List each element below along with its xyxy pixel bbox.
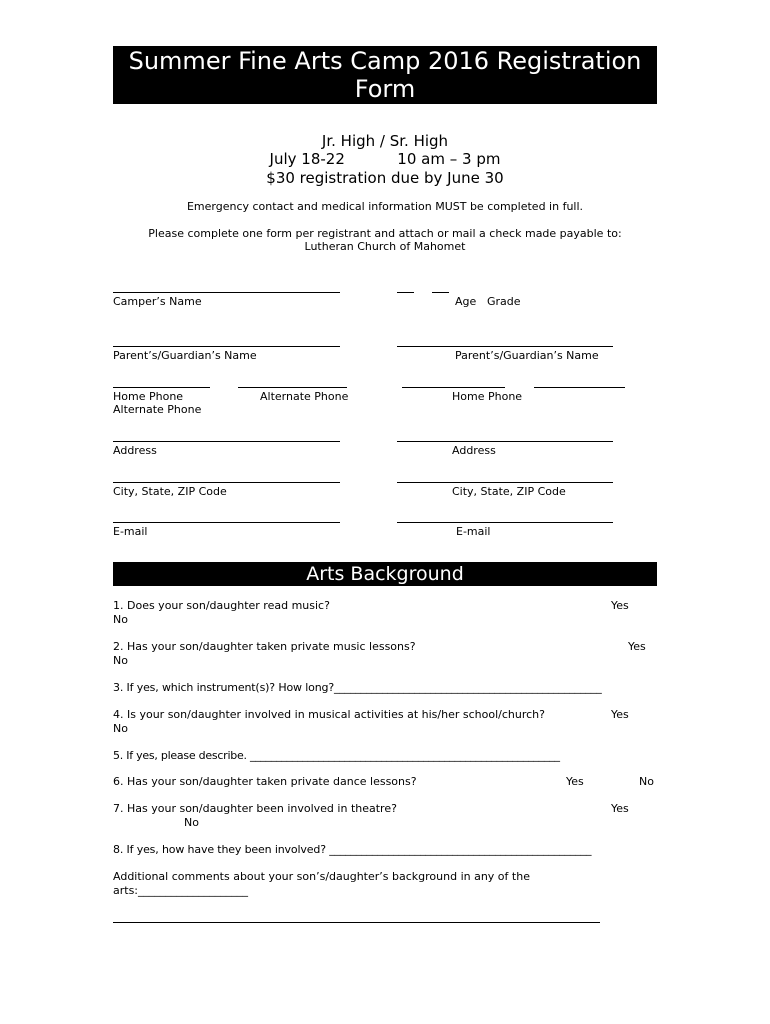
- city-2-line[interactable]: [397, 482, 613, 483]
- grade-level: Jr. High / Sr. High: [321, 132, 449, 150]
- question-8[interactable]: 8. If yes, how have they been involved? _________________________________________________: [113, 843, 592, 856]
- question-6: 6. Has your son/daughter taken private dance lessons?: [113, 775, 417, 788]
- home-phone-1-label: Home Phone: [113, 390, 184, 403]
- q4-yes-option[interactable]: Yes: [611, 708, 629, 721]
- address-2-line[interactable]: [397, 441, 613, 442]
- registration-fee: $30 registration due by June 30: [266, 169, 504, 187]
- alternate-phone-1-label: Alternate Phone: [260, 390, 349, 403]
- grade-line[interactable]: [432, 292, 449, 293]
- arts-background-heading: Arts Background: [113, 562, 657, 586]
- question-4: 4. Is your son/daughter involved in musical activities at his/her school/church?: [113, 708, 545, 721]
- grade-label: Grade: [487, 295, 521, 308]
- address-2-label: Address: [452, 444, 496, 457]
- city-1-label: City, State, ZIP Code: [113, 485, 227, 498]
- q7-yes-option[interactable]: Yes: [611, 802, 629, 815]
- instruction-text: Please complete one form per registrant and attach or mail a check made payable to:: [148, 227, 622, 240]
- address-1-line[interactable]: [113, 441, 340, 442]
- alternate-phone-2-line[interactable]: [534, 387, 625, 388]
- q1-yes-option[interactable]: Yes: [611, 599, 629, 612]
- home-phone-2-label: Home Phone: [452, 390, 523, 403]
- payee-name: Lutheran Church of Mahomet: [304, 240, 466, 253]
- emergency-notice: Emergency contact and medical information MUST be completed in full.: [186, 200, 584, 213]
- form-title: Summer Fine Arts Camp 2016 Registration Form: [113, 46, 657, 104]
- email-2-line[interactable]: [397, 522, 613, 523]
- question-3[interactable]: 3. If yes, which instrument(s)? How long?__________________________________________________: [113, 681, 602, 694]
- comments-prompt: Additional comments about your son’s/daughter’s background in any of the: [113, 870, 530, 883]
- comments-line[interactable]: [113, 922, 600, 923]
- comments-field[interactable]: arts:____________________: [113, 884, 249, 897]
- q4-no-option[interactable]: No: [113, 722, 128, 735]
- email-2-label: E-mail: [456, 525, 491, 538]
- q6-yes-option[interactable]: Yes: [566, 775, 584, 788]
- q2-no-option[interactable]: No: [113, 654, 128, 667]
- question-7: 7. Has your son/daughter been involved in theatre?: [113, 802, 397, 815]
- campers-name-label: Camper’s Name: [113, 295, 202, 308]
- question-2: 2. Has your son/daughter taken private music lessons?: [113, 640, 416, 653]
- question-5[interactable]: 5. If yes, please describe. ___________________________________________________________: [113, 749, 560, 762]
- question-1: 1. Does your son/daughter read music?: [113, 599, 330, 612]
- q7-no-option[interactable]: No: [184, 816, 199, 829]
- age-label: Age: [455, 295, 477, 308]
- q1-no-option[interactable]: No: [113, 613, 128, 626]
- guardian-name-2-label: Parent’s/Guardian’s Name: [455, 349, 599, 362]
- age-line[interactable]: [397, 292, 414, 293]
- city-1-line[interactable]: [113, 482, 340, 483]
- camp-dates-times: July 18-22 10 am – 3 pm: [269, 150, 501, 168]
- email-1-label: E-mail: [113, 525, 148, 538]
- guardian-name-1-label: Parent’s/Guardian’s Name: [113, 349, 257, 362]
- guardian-name-1-line[interactable]: [113, 346, 340, 347]
- campers-name-line[interactable]: [113, 292, 340, 293]
- alternate-phone-1-line[interactable]: [238, 387, 347, 388]
- address-1-label: Address: [113, 444, 157, 457]
- home-phone-1-line[interactable]: [113, 387, 210, 388]
- home-phone-2-line[interactable]: [402, 387, 505, 388]
- email-1-line[interactable]: [113, 522, 340, 523]
- city-2-label: City, State, ZIP Code: [452, 485, 566, 498]
- q2-yes-option[interactable]: Yes: [628, 640, 646, 653]
- guardian-name-2-line[interactable]: [397, 346, 613, 347]
- q6-no-option[interactable]: No: [639, 775, 654, 788]
- alternate-phone-2-label: Alternate Phone: [113, 403, 202, 416]
